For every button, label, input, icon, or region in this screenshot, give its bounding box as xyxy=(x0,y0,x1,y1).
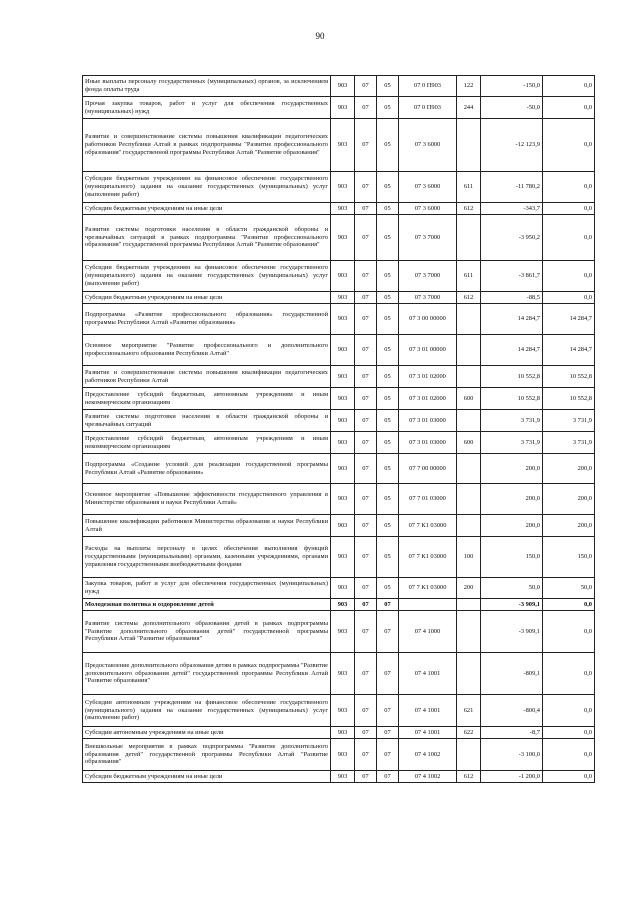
row-expense-type-code: 622 xyxy=(457,727,481,739)
row-target-code: 07 4 1001 xyxy=(399,653,457,695)
row-name: Закупка товаров, работ и услуг для обеспечения государственных (муниципальных) нужд xyxy=(83,578,331,599)
row-admin-code: 903 xyxy=(331,410,355,432)
row-target-code: 07 4 1000 xyxy=(399,611,457,653)
row-section-code: 07 xyxy=(355,739,377,771)
row-amount-1: 14 284,7 xyxy=(481,335,543,366)
row-amount-1: -3 100,0 xyxy=(481,739,543,771)
row-subsection-code: 05 xyxy=(377,76,399,97)
table-row xyxy=(83,515,595,537)
row-target-code: 07 4 1002 xyxy=(399,771,457,783)
row-target-code: 07 0 П903 xyxy=(399,76,457,97)
row-expense-type-code xyxy=(457,215,481,261)
row-subsection-code: 05 xyxy=(377,484,399,515)
row-target-code: 07 3 7000 xyxy=(399,215,457,261)
row-subsection-code: 05 xyxy=(377,304,399,335)
table-row xyxy=(83,537,595,578)
table-row xyxy=(83,119,595,172)
row-target-code: 07 4 1001 xyxy=(399,695,457,727)
row-admin-code: 903 xyxy=(331,578,355,599)
row-amount-2: 10 552,8 xyxy=(543,388,595,410)
row-name: Развитие системы подготовки населения в области гражданской обороны и чрезвычайных ситуаций в рамках подпрограммы "Развитие профессионального образования" государственной программы Республики Алтай "Развитие образования" xyxy=(83,215,331,261)
row-section-code: 07 xyxy=(355,304,377,335)
table-row xyxy=(83,203,595,215)
row-amount-2: 0,0 xyxy=(543,215,595,261)
row-expense-type-code xyxy=(457,599,481,611)
row-name: Предоставление субсидий бюджетным, автономным учреждениям и иным некоммерческим организациям xyxy=(83,432,331,454)
row-amount-1: 200,0 xyxy=(481,515,543,537)
row-amount-2: 200,0 xyxy=(543,484,595,515)
row-subsection-code: 05 xyxy=(377,203,399,215)
row-expense-type-code: 600 xyxy=(457,388,481,410)
table-row xyxy=(83,599,595,611)
row-expense-type-code: 612 xyxy=(457,771,481,783)
row-target-code xyxy=(399,599,457,611)
row-name: Основное мероприятие "Развитие профессионального и дополнительного профессионального образования Республики Алтай" xyxy=(83,335,331,366)
row-expense-type-code: 122 xyxy=(457,76,481,97)
budget-table xyxy=(82,75,595,783)
row-target-code: 07 3 6000 xyxy=(399,203,457,215)
row-subsection-code: 07 xyxy=(377,611,399,653)
row-name: Основное мероприятие «Повышение эффективности государственного управления в Министерстве образования и науки Республики Алтай» xyxy=(83,484,331,515)
row-amount-2: 200,0 xyxy=(543,454,595,484)
row-section-code: 07 xyxy=(355,215,377,261)
row-section-code: 07 xyxy=(355,599,377,611)
row-section-code: 07 xyxy=(355,410,377,432)
row-amount-2: 50,0 xyxy=(543,578,595,599)
row-amount-2: 0,0 xyxy=(543,119,595,172)
row-admin-code: 903 xyxy=(331,432,355,454)
row-amount-1: 10 552,8 xyxy=(481,388,543,410)
row-admin-code: 903 xyxy=(331,611,355,653)
row-name: Субсидии автономным учреждениям на финансовое обеспечение государственного (муниципального) задания на оказание государственных (муниципальных) услуг (выполнение работ) xyxy=(83,695,331,727)
row-section-code: 07 xyxy=(355,119,377,172)
row-section-code: 07 xyxy=(355,537,377,578)
row-expense-type-code xyxy=(457,454,481,484)
row-amount-1: -88,5 xyxy=(481,292,543,304)
row-subsection-code: 05 xyxy=(377,335,399,366)
row-amount-1: -343,7 xyxy=(481,203,543,215)
row-admin-code: 903 xyxy=(331,653,355,695)
row-target-code: 07 0 П903 xyxy=(399,97,457,119)
table-row xyxy=(83,172,595,203)
row-target-code: 07 3 7000 xyxy=(399,292,457,304)
row-expense-type-code: 200 xyxy=(457,578,481,599)
row-section-code: 07 xyxy=(355,695,377,727)
row-admin-code: 903 xyxy=(331,215,355,261)
row-name: Развитие системы подготовки населения в области гражданской обороны и чрезвычайных ситуаций xyxy=(83,410,331,432)
row-amount-2: 3 731,9 xyxy=(543,410,595,432)
row-admin-code: 903 xyxy=(331,172,355,203)
row-admin-code: 903 xyxy=(331,76,355,97)
row-amount-1: -3 861,7 xyxy=(481,261,543,292)
row-name: Предоставление дополнительного образования детям в рамках подпрограммы "Развитие дополнительного образования детей" государственной программы Республики Алтай "Развитие образования" xyxy=(83,653,331,695)
row-section-code: 07 xyxy=(355,97,377,119)
table-row xyxy=(83,261,595,292)
row-target-code: 07 4 1001 xyxy=(399,727,457,739)
row-section-code: 07 xyxy=(355,578,377,599)
row-expense-type-code: 611 xyxy=(457,261,481,292)
row-amount-2: 0,0 xyxy=(543,292,595,304)
table-row xyxy=(83,771,595,783)
row-section-code: 07 xyxy=(355,515,377,537)
table-row xyxy=(83,304,595,335)
row-name: Субсидии бюджетным учреждениям на иные цели xyxy=(83,203,331,215)
row-subsection-code: 05 xyxy=(377,454,399,484)
row-section-code: 07 xyxy=(355,335,377,366)
row-name: Подпрограмма «Развитие профессионального образования» государственной программы Республики Алтай «Развитие образования» xyxy=(83,304,331,335)
table-row xyxy=(83,611,595,653)
row-subsection-code: 05 xyxy=(377,515,399,537)
row-amount-1: -3 909,1 xyxy=(481,611,543,653)
row-amount-2: 0,0 xyxy=(543,172,595,203)
row-target-code: 07 7 К1 03000 xyxy=(399,537,457,578)
table-row xyxy=(83,335,595,366)
row-name: Прочая закупка товаров, работ и услуг для обеспечения государственных (муниципальных) нужд xyxy=(83,97,331,119)
table-row xyxy=(83,388,595,410)
row-amount-1: -11 780,2 xyxy=(481,172,543,203)
row-amount-2: 200,0 xyxy=(543,515,595,537)
row-target-code: 07 7 К1 03000 xyxy=(399,578,457,599)
row-name: Субсидии автономным учреждениям на иные цели xyxy=(83,727,331,739)
row-section-code: 07 xyxy=(355,727,377,739)
row-amount-2: 0,0 xyxy=(543,97,595,119)
row-amount-1: 50,0 xyxy=(481,578,543,599)
table-row xyxy=(83,366,595,388)
table-row xyxy=(83,695,595,727)
row-amount-1: 3 731,9 xyxy=(481,410,543,432)
row-target-code: 07 4 1002 xyxy=(399,739,457,771)
row-target-code: 07 3 01 03000 xyxy=(399,410,457,432)
row-amount-1: -800,4 xyxy=(481,695,543,727)
row-expense-type-code: 612 xyxy=(457,292,481,304)
row-subsection-code: 05 xyxy=(377,432,399,454)
table-row xyxy=(83,739,595,771)
row-subsection-code: 05 xyxy=(377,578,399,599)
row-amount-2: 0,0 xyxy=(543,599,595,611)
row-expense-type-code xyxy=(457,611,481,653)
row-name: Предоставление субсидий бюджетным, автономным учреждениям и иным некоммерческим организациям xyxy=(83,388,331,410)
table-row xyxy=(83,653,595,695)
row-subsection-code: 05 xyxy=(377,388,399,410)
row-target-code: 07 3 6000 xyxy=(399,119,457,172)
row-section-code: 07 xyxy=(355,484,377,515)
row-target-code: 07 3 00 00000 xyxy=(399,304,457,335)
row-amount-2: 0,0 xyxy=(543,76,595,97)
row-amount-1: 10 552,8 xyxy=(481,366,543,388)
row-amount-1: 150,0 xyxy=(481,537,543,578)
row-amount-2: 0,0 xyxy=(543,611,595,653)
row-admin-code: 903 xyxy=(331,388,355,410)
row-admin-code: 903 xyxy=(331,599,355,611)
row-admin-code: 903 xyxy=(331,97,355,119)
row-section-code: 07 xyxy=(355,292,377,304)
row-name: Субсидии бюджетным учреждениям на иные цели xyxy=(83,292,331,304)
row-amount-1: -809,1 xyxy=(481,653,543,695)
row-subsection-code: 05 xyxy=(377,215,399,261)
row-subsection-code: 05 xyxy=(377,172,399,203)
row-target-code: 07 3 01 02000 xyxy=(399,366,457,388)
row-expense-type-code xyxy=(457,119,481,172)
row-subsection-code: 07 xyxy=(377,599,399,611)
row-admin-code: 903 xyxy=(331,261,355,292)
row-amount-1: -3 909,1 xyxy=(481,599,543,611)
row-name: Подпрограмма «Создание условий для реализации государственной программы Республики Алтай «Развитие образования» xyxy=(83,454,331,484)
table-row xyxy=(83,292,595,304)
row-amount-2: 150,0 xyxy=(543,537,595,578)
row-subsection-code: 05 xyxy=(377,537,399,578)
row-target-code: 07 3 01 00000 xyxy=(399,335,457,366)
row-admin-code: 903 xyxy=(331,454,355,484)
row-admin-code: 903 xyxy=(331,366,355,388)
table-row xyxy=(83,76,595,97)
row-subsection-code: 07 xyxy=(377,695,399,727)
row-subsection-code: 05 xyxy=(377,97,399,119)
row-name: Субсидии бюджетным учреждениям на иные цели xyxy=(83,771,331,783)
row-admin-code: 903 xyxy=(331,727,355,739)
row-admin-code: 903 xyxy=(331,484,355,515)
row-section-code: 07 xyxy=(355,172,377,203)
row-section-code: 07 xyxy=(355,611,377,653)
row-name: Субсидии бюджетным учреждениям на финансовое обеспечение государственного (муниципального) задания на оказание государственных (муниципальных) услуг (выполнение работ) xyxy=(83,172,331,203)
row-amount-2: 0,0 xyxy=(543,727,595,739)
row-name: Внешкольные мероприятия в рамках подпрограммы "Развитие дополнительного образования детей" государственной программы Республики Алтай "Развитие образования" xyxy=(83,739,331,771)
row-section-code: 07 xyxy=(355,203,377,215)
row-amount-1: -3 950,2 xyxy=(481,215,543,261)
row-target-code: 07 3 01 02000 xyxy=(399,388,457,410)
row-section-code: 07 xyxy=(355,366,377,388)
row-subsection-code: 05 xyxy=(377,292,399,304)
row-subsection-code: 05 xyxy=(377,261,399,292)
row-amount-2: 0,0 xyxy=(543,739,595,771)
row-expense-type-code xyxy=(457,653,481,695)
row-amount-2: 0,0 xyxy=(543,695,595,727)
row-section-code: 07 xyxy=(355,76,377,97)
row-expense-type-code xyxy=(457,335,481,366)
row-expense-type-code xyxy=(457,304,481,335)
table-row xyxy=(83,215,595,261)
row-admin-code: 903 xyxy=(331,537,355,578)
row-subsection-code: 07 xyxy=(377,739,399,771)
table-row xyxy=(83,410,595,432)
row-admin-code: 903 xyxy=(331,515,355,537)
row-admin-code: 903 xyxy=(331,203,355,215)
row-admin-code: 903 xyxy=(331,739,355,771)
row-amount-1: 3 731,9 xyxy=(481,432,543,454)
row-expense-type-code: 621 xyxy=(457,695,481,727)
row-admin-code: 903 xyxy=(331,304,355,335)
row-amount-2: 0,0 xyxy=(543,653,595,695)
row-amount-1: -1 200,0 xyxy=(481,771,543,783)
row-expense-type-code: 100 xyxy=(457,537,481,578)
row-admin-code: 903 xyxy=(331,695,355,727)
row-name: Развитие и совершенствование системы повышения квалификации педагогических работников Республики Алтай в рамках подпрограммы "Развитие профессионального образования" государственной программы Республики Алтай "Развитие образования" xyxy=(83,119,331,172)
row-amount-2: 10 552,8 xyxy=(543,366,595,388)
row-section-code: 07 xyxy=(355,261,377,292)
row-admin-code: 903 xyxy=(331,771,355,783)
row-amount-1: 14 284,7 xyxy=(481,304,543,335)
row-amount-1: -50,0 xyxy=(481,97,543,119)
row-section-code: 07 xyxy=(355,771,377,783)
row-subsection-code: 05 xyxy=(377,119,399,172)
row-amount-2: 0,0 xyxy=(543,203,595,215)
row-target-code: 07 7 01 03000 xyxy=(399,484,457,515)
row-section-code: 07 xyxy=(355,653,377,695)
row-expense-type-code: 244 xyxy=(457,97,481,119)
table-row xyxy=(83,454,595,484)
row-name: Развитие системы дополнительного образования детей в рамках подпрограммы "Развитие дополнительного образования детей" государственной программы Республики Алтай "Развитие образования" xyxy=(83,611,331,653)
row-expense-type-code xyxy=(457,484,481,515)
row-subsection-code: 07 xyxy=(377,771,399,783)
row-target-code: 07 3 01 03000 xyxy=(399,432,457,454)
row-name: Субсидии бюджетным учреждениям на финансовое обеспечение государственного (муниципального) задания на оказание государственных (муниципальных) услуг (выполнение работ) xyxy=(83,261,331,292)
row-amount-1: -12 123,9 xyxy=(481,119,543,172)
row-amount-2: 0,0 xyxy=(543,261,595,292)
row-expense-type-code xyxy=(457,410,481,432)
row-amount-1: 200,0 xyxy=(481,484,543,515)
row-expense-type-code: 611 xyxy=(457,172,481,203)
row-name: Развитие и совершенствование системы повышения квалификации педагогических работников Республики Алтай xyxy=(83,366,331,388)
row-target-code: 07 3 6000 xyxy=(399,172,457,203)
row-admin-code: 903 xyxy=(331,335,355,366)
row-name: Расходы на выплаты персоналу в целях обеспечения выполнения функций государственными (муниципальными) органами, казенными учреждениями, органами управления государственными внебюджетными фондами xyxy=(83,537,331,578)
row-expense-type-code xyxy=(457,515,481,537)
row-amount-1: -150,0 xyxy=(481,76,543,97)
row-subsection-code: 07 xyxy=(377,653,399,695)
table-row xyxy=(83,97,595,119)
row-section-code: 07 xyxy=(355,432,377,454)
row-subsection-code: 05 xyxy=(377,366,399,388)
row-target-code: 07 7 К1 03000 xyxy=(399,515,457,537)
row-expense-type-code: 612 xyxy=(457,203,481,215)
row-expense-type-code: 600 xyxy=(457,432,481,454)
row-name: Иные выплаты персоналу государственных (муниципальных) органов, за исключением фонда оплаты труда xyxy=(83,76,331,97)
row-subsection-code: 05 xyxy=(377,410,399,432)
row-admin-code: 903 xyxy=(331,119,355,172)
row-target-code: 07 3 7000 xyxy=(399,261,457,292)
row-expense-type-code xyxy=(457,366,481,388)
row-name: Молодежная политика и оздоровление детей xyxy=(83,599,331,611)
table-row xyxy=(83,432,595,454)
row-name: Повышение квалификации работников Министерства образования и науки Республики Алтай xyxy=(83,515,331,537)
row-amount-1: -8,7 xyxy=(481,727,543,739)
row-subsection-code: 07 xyxy=(377,727,399,739)
row-expense-type-code xyxy=(457,739,481,771)
row-amount-1: 200,0 xyxy=(481,454,543,484)
table-row xyxy=(83,578,595,599)
table-row xyxy=(83,727,595,739)
row-admin-code: 903 xyxy=(331,292,355,304)
page-number: 90 xyxy=(315,31,325,41)
row-section-code: 07 xyxy=(355,454,377,484)
row-amount-2: 14 284,7 xyxy=(543,304,595,335)
row-amount-2: 3 731,9 xyxy=(543,432,595,454)
row-amount-2: 14 284,7 xyxy=(543,335,595,366)
table-row xyxy=(83,484,595,515)
row-section-code: 07 xyxy=(355,388,377,410)
row-amount-2: 0,0 xyxy=(543,771,595,783)
row-target-code: 07 7 00 00000 xyxy=(399,454,457,484)
